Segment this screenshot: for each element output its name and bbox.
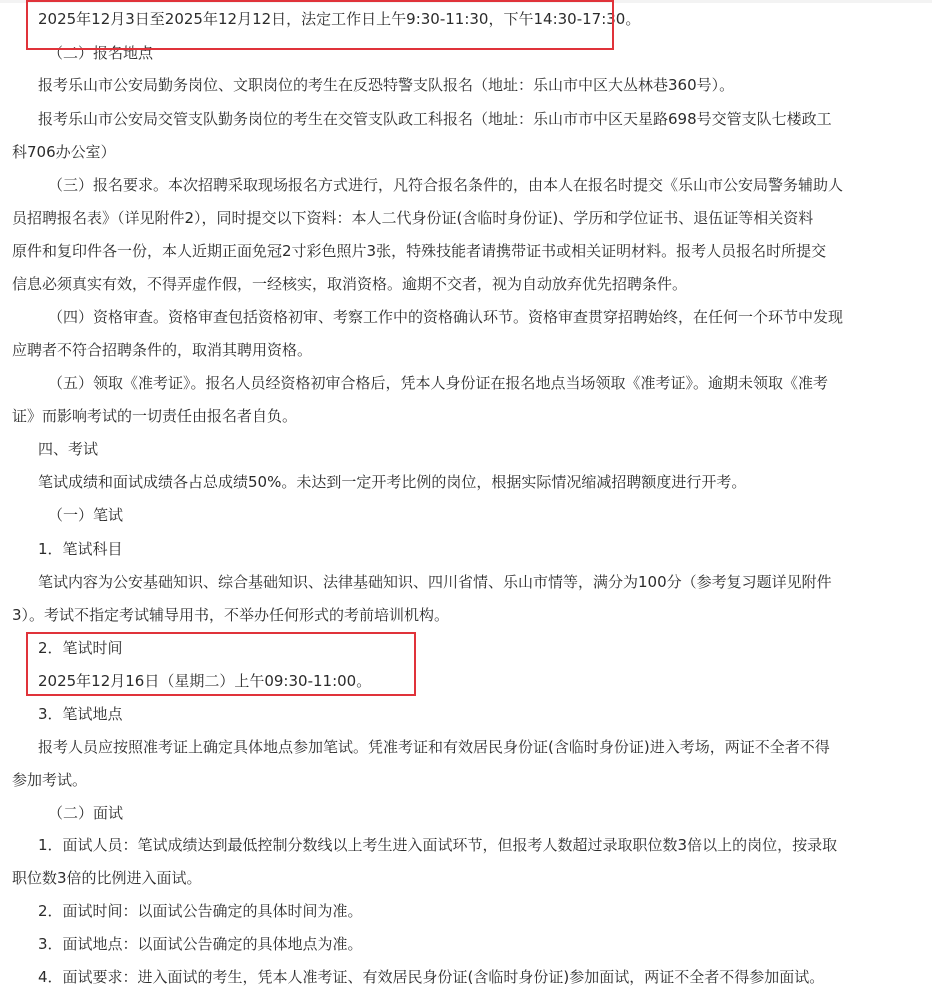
paragraph-line: （五）领取《准考证》。报名人员经资格初审合格后，凭本人身份证在报名地点当场领取《准考证》。逾期未领取《准考	[48, 374, 829, 392]
paragraph-line: 应聘者不符合招聘条件的，取消其聘用资格。	[12, 341, 313, 359]
top-divider	[0, 0, 932, 3]
paragraph-line: 2025年12月3日至2025年12月12日，法定工作日上午9:30-11:30，下午14:30-17:30。	[38, 10, 641, 28]
paragraph-line: 四、考试	[38, 440, 99, 458]
paragraph-line: 笔试成绩和面试成绩各占总成绩50%。未达到一定开考比例的岗位，根据实际情况缩减招聘额度进行开考。	[38, 473, 747, 491]
paragraph-line: 报考乐山市公安局勤务岗位、文职岗位的考生在反恐特警支队报名（地址：乐山市中区大丛林巷360号）。	[38, 76, 735, 94]
paragraph-line: 3．笔试地点	[38, 705, 123, 723]
paragraph-line: 证》而影响考试的一切责任由报名者自负。	[12, 407, 298, 425]
paragraph-line: （一）笔试	[48, 506, 124, 524]
paragraph-line: 职位数3倍的比例进入面试。	[12, 869, 202, 887]
paragraph-line: （二）报名地点	[48, 44, 154, 62]
paragraph-line: 1．面试人员：笔试成绩达到最低控制分数线以上考生进入面试环节，但报考人数超过录取职位数3倍以上的岗位，按录取	[38, 836, 838, 854]
paragraph-line: （四）资格审查。资格审查包括资格初审、考察工作中的资格确认环节。资格审查贯穿招聘始终，在任何一个环节中发现	[48, 308, 844, 326]
paragraph-line: 4．面试要求：进入面试的考生，凭本人准考证、有效居民身份证(含临时身份证)参加面试，两证不全者不得参加面试。	[38, 968, 825, 986]
paragraph-line: 报考人员应按照准考证上确定具体地点参加笔试。凭准考证和有效居民身份证(含临时身份证)进入考场，两证不全者不得	[38, 738, 830, 756]
paragraph-line: 员招聘报名表》（详见附件2），同时提交以下资料：本人二代身份证(含临时身份证)、学历和学位证书、退伍证等相关资料	[12, 209, 814, 227]
paragraph-line: 2．面试时间：以面试公告确定的具体时间为准。	[38, 902, 363, 920]
paragraph-line: 3．面试地点：以面试公告确定的具体地点为准。	[38, 935, 363, 953]
paragraph-line: 2025年12月16日（星期二）上午09:30-11:00。	[38, 672, 372, 690]
paragraph-line: 报考乐山市公安局交管支队勤务岗位的考生在交管支队政工科报名（地址：乐山市市中区天星路698号交管支队七楼政工	[38, 110, 832, 128]
paragraph-line: 1．笔试科目	[38, 540, 123, 558]
paragraph-line: （三）报名要求。本次招聘采取现场报名方式进行，凡符合报名条件的，由本人在报名时提交《乐山市公安局警务辅助人	[48, 176, 844, 194]
paragraph-line: 2．笔试时间	[38, 639, 123, 657]
paragraph-line: 3）。考试不指定考试辅导用书，不举办任何形式的考前培训机构。	[12, 606, 450, 624]
paragraph-line: 科706办公室）	[12, 143, 116, 161]
paragraph-line: 笔试内容为公安基础知识、综合基础知识、法律基础知识、四川省情、乐山市情等，满分为100分（参考复习题详见附件	[38, 573, 832, 591]
paragraph-line: 参加考试。	[12, 771, 88, 789]
paragraph-line: 原件和复印件各一份，本人近期正面免冠2寸彩色照片3张，特殊技能者请携带证书或相关证明材料。报考人员报名时所提交	[12, 242, 827, 260]
paragraph-line: （二）面试	[48, 804, 124, 822]
paragraph-line: 信息必须真实有效，不得弄虚作假，一经核实，取消资格。逾期不交者，视为自动放弃优先招聘条件。	[12, 275, 688, 293]
